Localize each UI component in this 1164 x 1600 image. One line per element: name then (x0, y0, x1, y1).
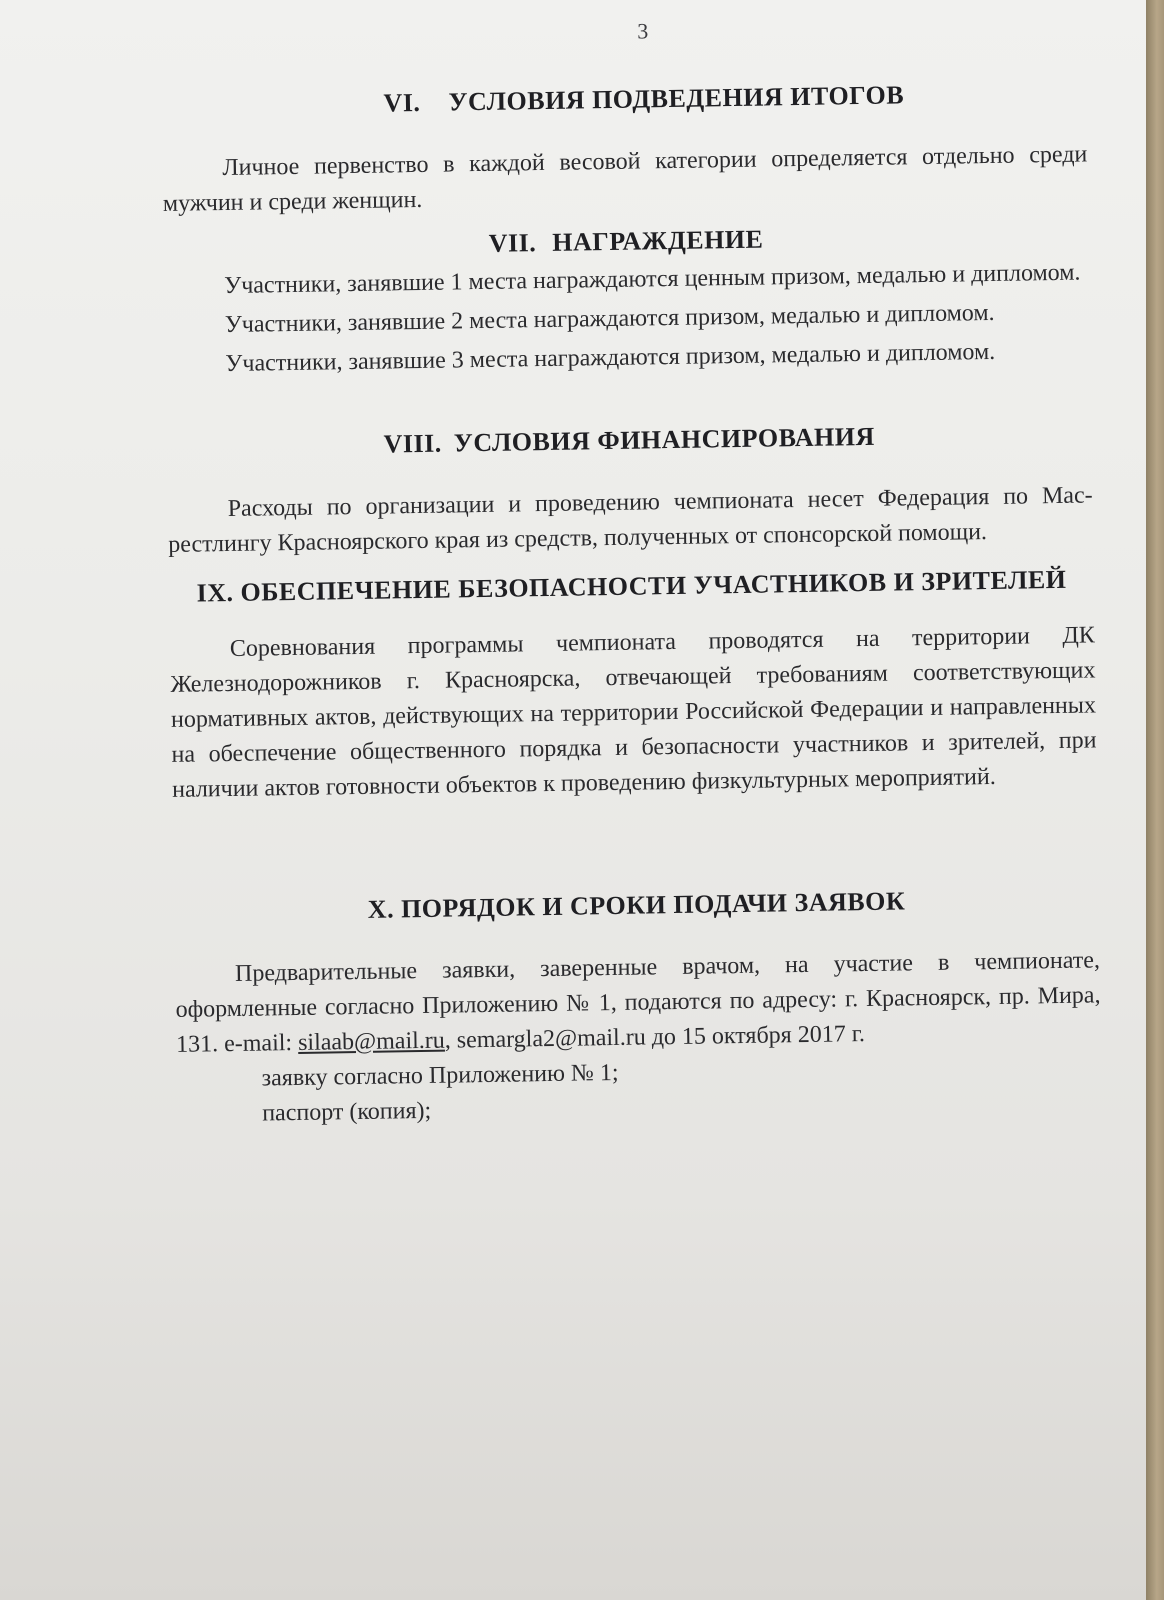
section-8-paragraph: Расходы по организации и проведению чемпионата несет Федерация по Мас-рестлингу Красноярского края из средств, полученных от спонсорской помощи. (168, 482, 1093, 558)
list-item: заявку согласно Приложению № 1; (261, 1059, 619, 1092)
email-separator: , (444, 1027, 458, 1054)
section-10-paragraph (175, 943, 1102, 1063)
section-10-text-part-2: до 15 октября 2017 г. (645, 1021, 866, 1051)
email-address-2: semargla2@mail.ru (456, 1024, 646, 1054)
section-9-heading: IX. ОБЕСПЕЧЕНИЕ БЕЗОПАСНОСТИ УЧАСТНИКОВ И ЗРИТЕЛЕЙ (196, 564, 1067, 608)
section-8-title: УСЛОВИЯ ФИНАНСИРОВАНИЯ (453, 421, 875, 458)
page-content (160, 3, 1102, 1132)
section-6-paragraph: Личное первенство в каждой весовой категории определяется отдельно среди мужчин и среди женщин. (162, 141, 1088, 217)
section-9-paragraph: Соревнования программы чемпионата проводятся на территории ДК Железнодорожников г. Красноярска, отвечающей требованиям соответствующих нормативных актов, действующих на территории Российской Федерации и направленных на обеспечение общественного порядка и безопасности участников и зрителей, при наличии актов готовности объектов к проведению физкультурных мероприятий. (170, 622, 1097, 803)
section-10-text-part-1: Предварительные заявки, заверенные врачом, на участие в чемпионате, оформленные согласно Приложению № 1, подаются по адресу: г. Красноярск, пр. Мира, 131. e-mail: (175, 947, 1101, 1058)
page-number: 3 (637, 18, 649, 44)
section-7-number: VII. (488, 228, 537, 258)
section-7-title: НАГРАЖДЕНИЕ (552, 224, 764, 257)
list-item: паспорт (копия); (262, 1097, 432, 1127)
section-7-paragraph-3: Участники, занявшие 3 места награждаются призом, медалью и дипломом. (225, 338, 996, 378)
section-6-title: УСЛОВИЯ ПОДВЕДЕНИЯ ИТОГОВ (448, 80, 905, 117)
section-6-heading (201, 77, 1086, 121)
page-edge-background (1146, 0, 1164, 1600)
section-10-heading: X. ПОРЯДОК И СРОКИ ПОДАЧИ ЗАЯВОК (367, 886, 906, 924)
section-7-paragraph-2: Участники, занявшие 2 места награждаются призом, медалью и дипломом. (224, 299, 995, 339)
section-8-number: VIII. (383, 428, 442, 459)
email-link-1[interactable]: silaab@mail.ru (297, 1027, 446, 1056)
section-7-paragraph-1: Участники, занявшие 1 места награждаются ценным призом, медалью и дипломом. (224, 259, 1081, 300)
section-8-heading (167, 418, 1092, 463)
section-6-number: VI. (383, 87, 421, 118)
